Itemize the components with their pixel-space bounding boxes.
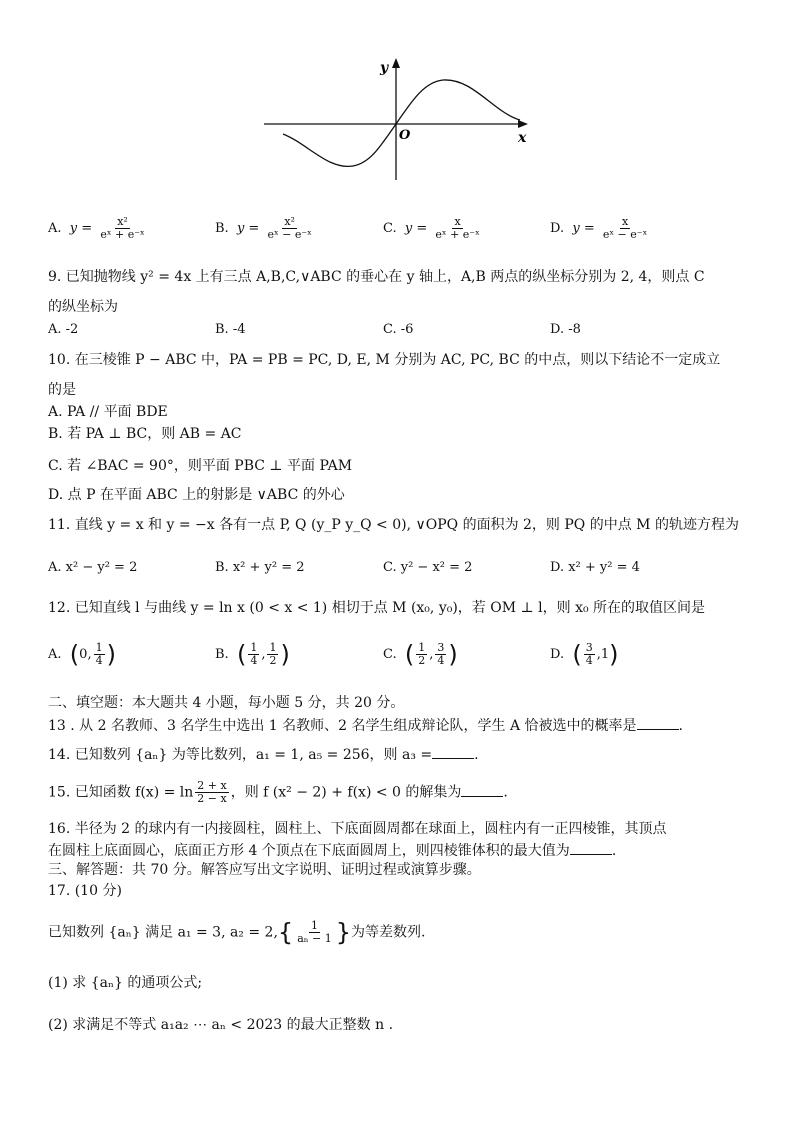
q9-stem-cont: 的纵坐标为 (48, 299, 118, 315)
q12-stem: 12. 已知直线 l 与曲线 y = ln x (0 < x < 1) 相切于点 M (x₀, y₀)，若 OM ⊥ l，则 x₀ 所在的取值区间是 (48, 600, 706, 616)
q11-option-d: D. x² + y² = 4 (550, 560, 640, 575)
q10-option-c: C. 若 ∠BAC = 90°，则平面 PBC ⊥ 平面 PAM (48, 458, 353, 474)
q11-option-b: B. x² + y² = 2 (215, 560, 305, 575)
q15-answer-blank[interactable] (461, 784, 503, 797)
q17-part-2: (2) 求满足不等式 a₁a₂ ⋯ aₙ < 2023 的最大正整数 n . (48, 1017, 394, 1033)
q16-stem: 16. 半径为 2 的球内有一内接圆柱，圆柱上、下底面圆周都在球面上，圆柱内有一正四棱锥，其顶点 (48, 821, 667, 837)
q9-option-d: D. -8 (550, 322, 581, 337)
q14-stem: 14. 已知数列 {aₙ} 为等比数列，a₁ = 1, a₅ = 256，则 a₃ = . (48, 747, 479, 763)
q15-stem: 15. 已知函数 f(x) = ln $\frac{2 + x}{2 - x}$ ，则 f (x² − 2) + f(x) < 0 的解集为 . (48, 779, 508, 805)
q12-option-b: B. ( $\frac{1}{4}$ , $\frac{1}{2}$ ) (215, 640, 290, 669)
q11-stem: 11. 直线 y = x 和 y = −x 各有一点 P, Q (y_P y_Q < 0), ∨OPQ 的面积为 2，则 PQ 的中点 M 的轨迹方程为 (48, 517, 739, 533)
q16-stem-cont: 在圆柱上底面圆心，底面正方形 4 个顶点在下底面圆周上，则四棱锥体积的最大值为 . (48, 843, 617, 859)
q9-option-b: B. -4 (215, 322, 246, 337)
q10-stem: 10. 在三棱锥 P − ABC 中，PA = PB = PC, D, E, M 分别为 AC, PC, BC 的中点，则以下结论不一定成立 (48, 352, 721, 368)
x-axis-arrow (518, 120, 528, 128)
q10-option-d: D. 点 P 在平面 ABC 上的射影是 ∨ABC 的外心 (48, 487, 345, 503)
y-axis-arrow (392, 58, 400, 68)
function-curve (283, 80, 520, 166)
q9-option-a: A. -2 (48, 322, 79, 337)
q8-option-a: A. y = $\frac{\text{x²}}{\text{eˣ + e⁻ˣ}}$ (48, 215, 145, 241)
q13-answer-blank[interactable] (637, 717, 679, 730)
x-axis-label: x (518, 130, 527, 146)
q8-option-b: B. y = $\frac{\text{x²}}{\text{eˣ − e⁻ˣ}}$ (215, 215, 312, 241)
q17-part-1: (1) 求 {aₙ} 的通项公式; (48, 975, 203, 991)
q13-stem: 13 . 从 2 名教师、3 名学生中选出 1 名教师、2 名学生组成辩论队，学生 A 恰被选中的概率是 . (48, 718, 683, 734)
q10-option-a: A. PA // 平面 BDE (48, 404, 168, 420)
q16-answer-blank[interactable] (570, 842, 612, 855)
q14-answer-blank[interactable] (432, 746, 474, 759)
q12-option-d: D. ( $\frac{3}{4}$ ,1) (550, 640, 619, 669)
q17-header: 17. (10 分) (48, 883, 122, 899)
y-axis-label: y (380, 60, 389, 76)
section-3-heading: 三、解答题：共 70 分。解答应写出文字说明、证明过程或演算步骤。 (48, 862, 481, 878)
origin-label: O (399, 128, 411, 143)
q11-option-c: C. y² − x² = 2 (383, 560, 473, 575)
q9-option-c: C. -6 (383, 322, 414, 337)
q10-stem-cont: 的是 (48, 382, 76, 398)
q8-option-d: D. y = $\frac{x}{\text{eˣ − e⁻ˣ}}$ (550, 215, 648, 241)
q12-option-a: A. (0, $\frac{1}{4}$ ) (48, 640, 116, 669)
section-2-heading: 二、填空题：本大题共 4 小题，每小题 5 分，共 20 分。 (48, 695, 405, 711)
function-graph (258, 52, 538, 187)
q9-stem: 9. 已知抛物线 y² = 4x 上有三点 A,B,C,∨ABC 的垂心在 y 轴上，A,B 两点的纵坐标分别为 2, 4，则点 C (48, 269, 705, 285)
q8-option-c: C. y = $\frac{x}{\text{eˣ + e⁻ˣ}}$ (383, 215, 480, 241)
q12-option-c: C. ( $\frac{1}{2}$ , $\frac{3}{4}$ ) (383, 640, 458, 669)
q10-option-b: B. 若 PA ⊥ BC，则 AB = AC (48, 426, 242, 442)
q17-stem: 已知数列 {aₙ} 满足 a₁ = 3, a₂ = 2,{ $\frac{1}{\text{aₙ − 1}}$ }为等差数列. (48, 918, 426, 947)
q11-option-a: A. x² − y² = 2 (48, 560, 138, 575)
